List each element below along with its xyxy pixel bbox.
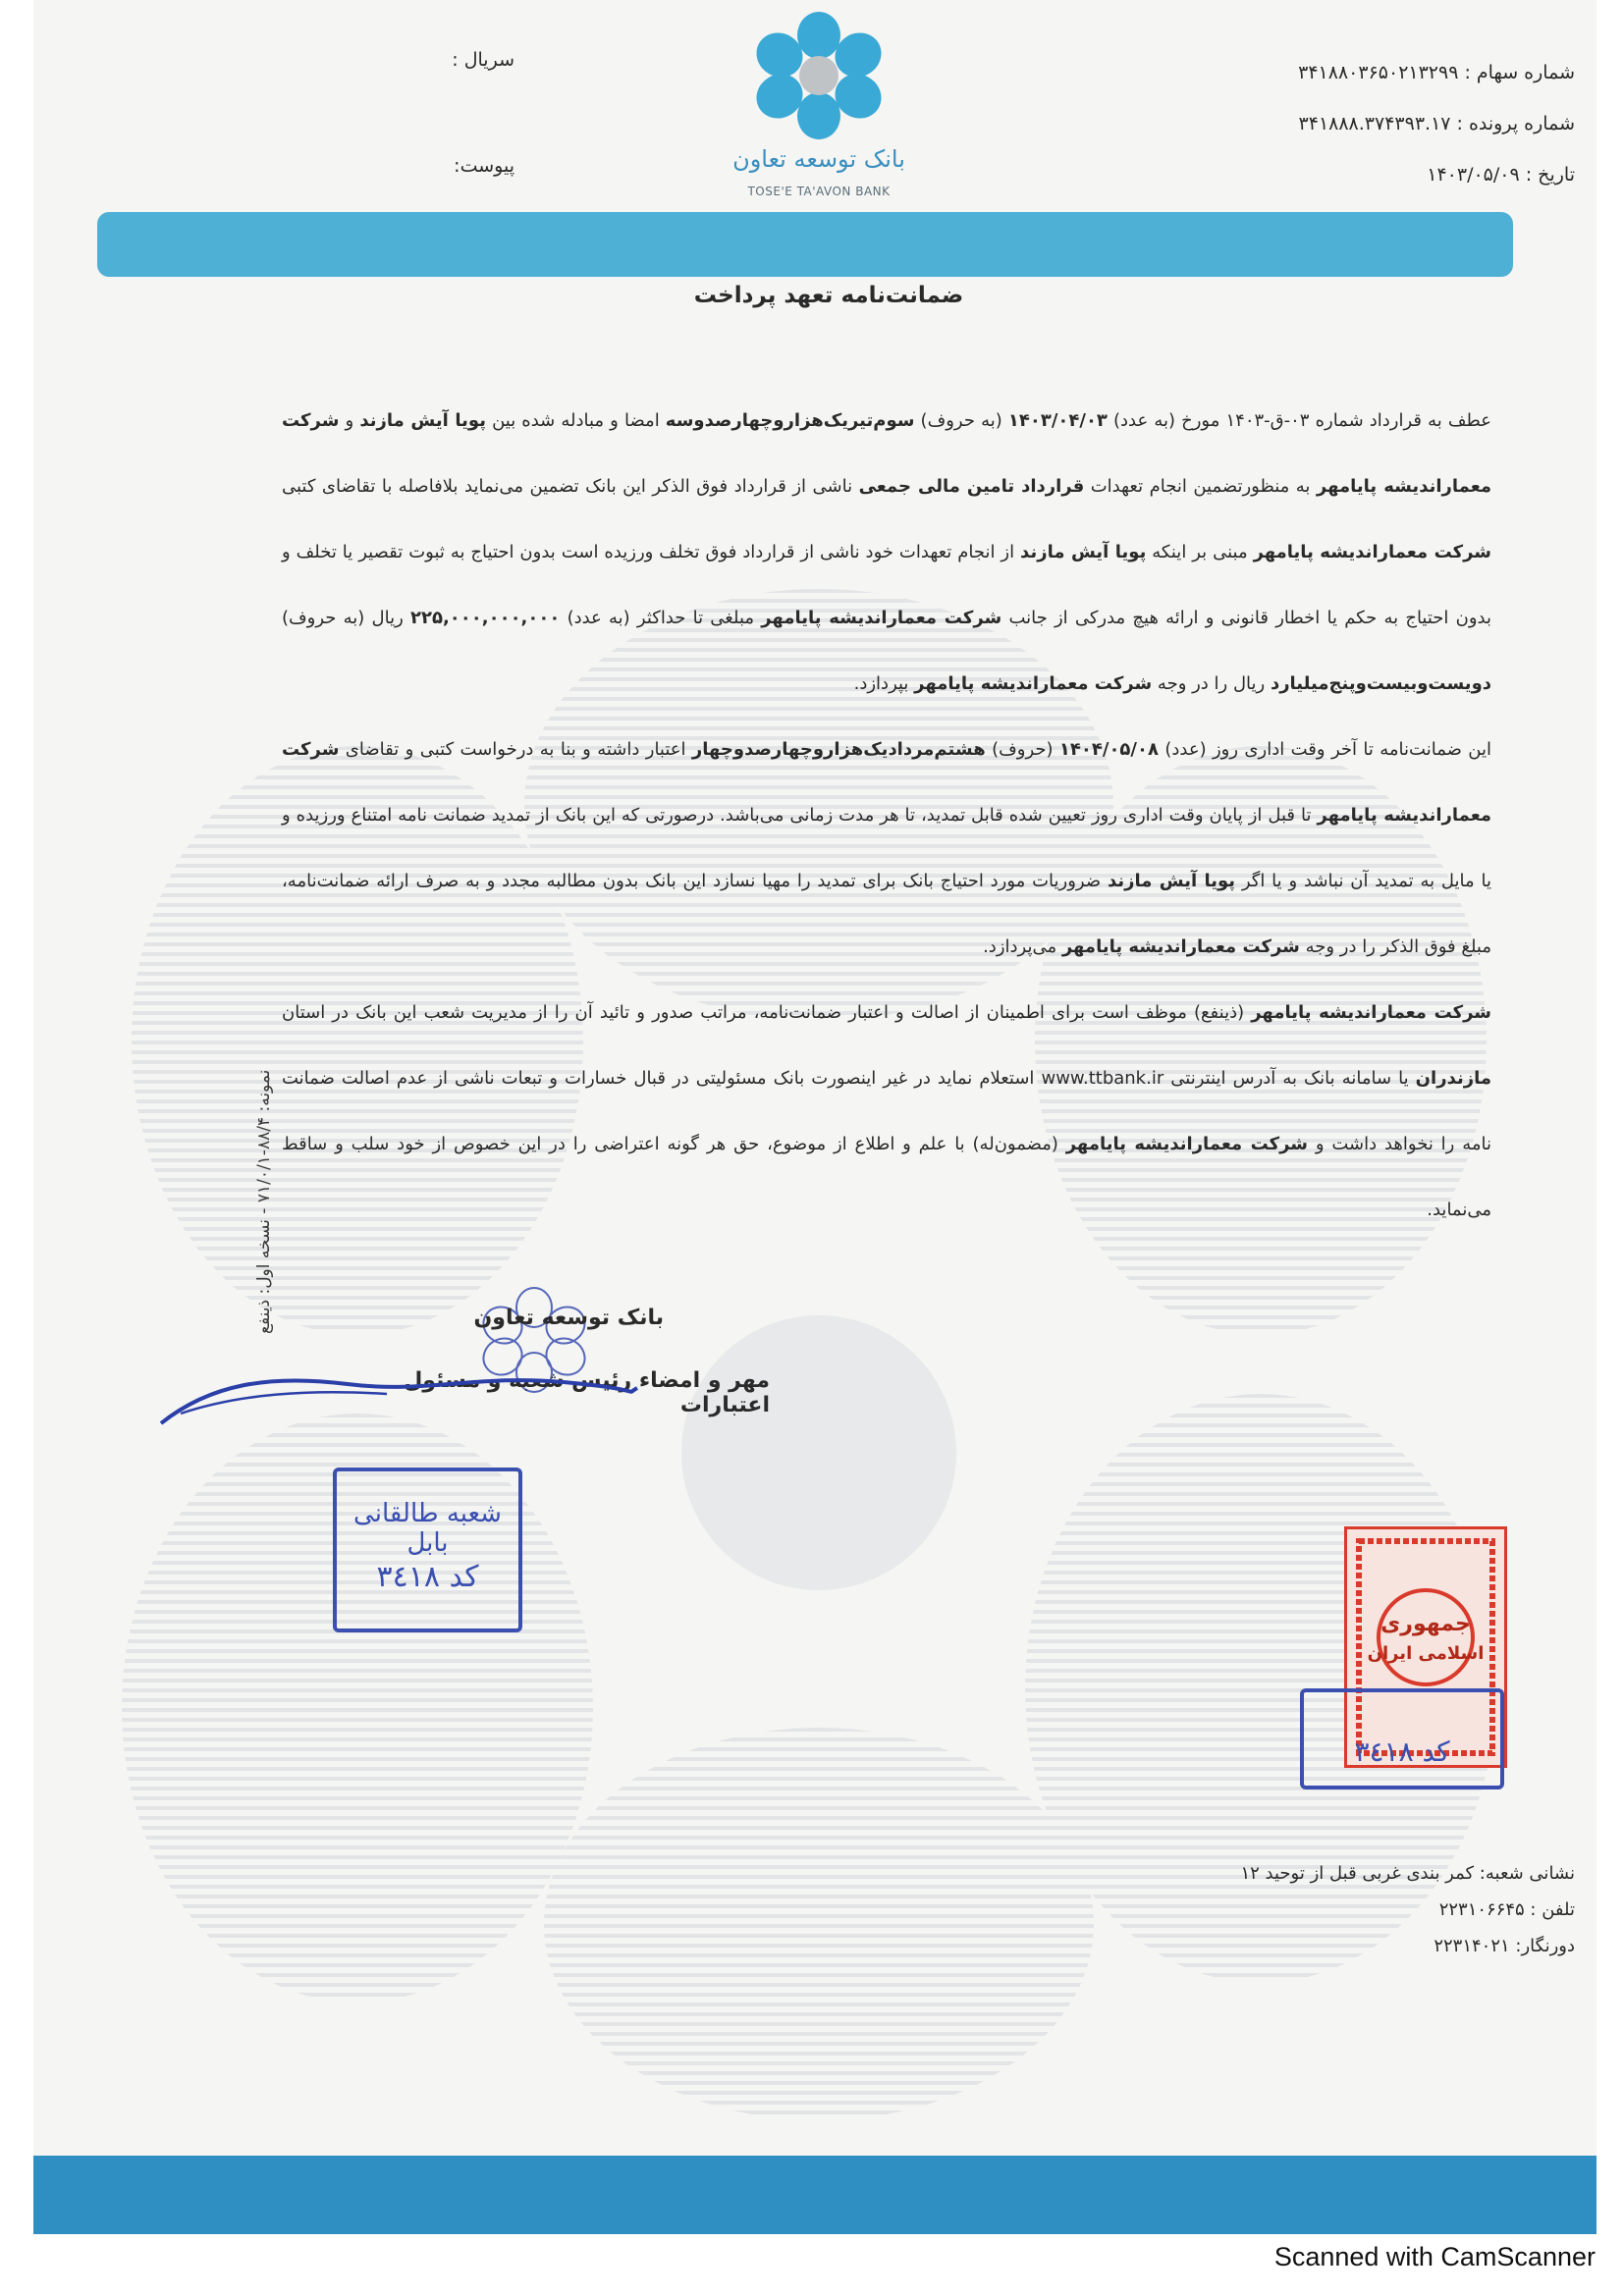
revenue-stamp-line1: جمهوری: [1380, 1612, 1471, 1636]
header-band: [97, 212, 1513, 277]
attachment-label: پیوست:: [454, 155, 514, 177]
bank-name-en: TOSE'E TA'AVON BANK: [747, 185, 891, 198]
text-span: عطف به قرارداد شماره ۰۳-ق-۱۴۰۳ مورخ (به عدد): [1107, 410, 1492, 431]
text-bold: شرکت معمارانديشه پايامهر: [1065, 1134, 1308, 1154]
scanner-watermark: Scanned with CamScanner: [1273, 2242, 1596, 2271]
signature-bank-name: بانک توسعه تعاون: [473, 1306, 664, 1330]
paragraph-1: [282, 388, 1491, 717]
bank-flower-logo-icon: [721, 8, 917, 145]
stamp-code-2: کد ۳٤۱۸: [1354, 1735, 1450, 1768]
text-span: ضروریات مورد احتیاج بانک برای تمدید را مهیا نسازد این بانک بدون مطالبه مجدد و به صرف ارائه ضمانت‌نامه، مبلغ فوق الذکر را در وجه: [282, 871, 1491, 957]
text-span: این ضمانت‌نامه تا آخر وقت اداری روز (عدد): [1158, 739, 1491, 760]
text-bold: هشتم‌مردادیک‌هزاروچهارصدوچهار: [691, 739, 986, 760]
share-number: شماره سهام : ۳۴۱۸۸۰۳۶۵۰۲۱۳۲۹۹: [1298, 62, 1575, 83]
file-number: شماره پرونده : ۳۴۱۸۸۸.۳۷۴۳۹۳.۱۷: [1298, 113, 1575, 134]
form-code-note: نمونه: ۸۸/۴-۷۱/۰/۱ - نسخه اول: ذینفع: [254, 1070, 274, 1335]
document-date: تاریخ : ۱۴۰۳/۰۵/۰۹: [1427, 164, 1575, 186]
paragraph-3: [282, 980, 1491, 1243]
signature-caption: مهر و امضاء رئیس شعبه و مسئول اعتبارات: [404, 1368, 770, 1417]
text-bold: پویا آیش مازند: [1020, 542, 1147, 562]
text-span: ریال را در وجه: [1152, 673, 1271, 694]
serial-label: سریال :: [452, 49, 514, 71]
text-span: تا قبل از پایان وقت اداری روز تعیین شده قابل تمدید، تا هر مدت زمانی می‌باشد. درصورتی که این بانک از تمدید ضمانت نامه امتناع ورزیده و یا مایل به تمدید آن نباشد و یا اگر: [282, 805, 1491, 891]
text-bold: ۲۲۵,۰۰۰,۰۰۰,۰۰۰: [410, 608, 561, 628]
text-bold: شرکت معمارانديشه پايامهر: [914, 673, 1153, 694]
branch-stamp: [333, 1468, 522, 1632]
document-title: ضمانت‌نامه تعهد پرداخت: [693, 283, 964, 308]
text-span: به منظورتضمین انجام تعهدات: [1084, 476, 1317, 497]
text-bold: سوم‌تیریک‌هزاروچهارصدوسه: [665, 410, 915, 431]
stamp-branch-name: شعبه طالقانی بابل: [353, 1499, 502, 1558]
footer-band: [33, 2156, 1596, 2234]
bank-logo: [721, 8, 917, 204]
text-span: (مضمون‌له) با علم و اطلاع از موضوع، حق هر گونه اعتراضی را در این خصوص از خود سلب و ساقط می‌نماید.: [282, 1134, 1491, 1220]
text-bold: شرکت معمارانديشه پايامهر: [1253, 542, 1491, 562]
text-span: ریال (به حروف): [282, 608, 410, 628]
text-bold: پویا آیش مازند: [1107, 871, 1236, 891]
branch-stamp-2: [1300, 1688, 1504, 1789]
text-bold: شرکت معمارانديشه پايامهر: [282, 739, 1492, 826]
branch-fax: دورنگار: ۲۲۳۱۴۰۲۱: [1434, 1936, 1575, 1956]
text-bold: ۱۴۰۴/۰۵/۰۸: [1058, 739, 1159, 760]
branch-address-block: [1163, 1855, 1575, 1964]
text-span: امضا و مبادله شده بین: [485, 410, 666, 431]
text-span: یا سامانه بانک به آدرس اینترنتی www.ttbank.ir استعلام نماید در غیر اینصورت بانک مسئولیتی در قبال خسارات و تبعات ناشی از عدم اصالت ضمانت نامه را نخواهد داشت و: [282, 1068, 1491, 1154]
text-bold: قرارداد تامین مالی جمعی: [858, 476, 1085, 497]
text-span: (ذینفع) موظف است برای اطمینان از اصالت و اعتبار ضمانت‌نامه، مراتب صدور و تائید آن را از مدیریت شعب این بانک در استان: [282, 1002, 1252, 1023]
text-bold: دویست‌وبیست‌وپنج‌میلیارد: [1270, 673, 1491, 694]
text-bold: شرکت معمارانديشه پايامهر: [1061, 936, 1300, 957]
document-body: [282, 388, 1491, 1243]
handwritten-signature-icon: [151, 1345, 642, 1453]
text-span: می‌پردازد.: [983, 936, 1062, 957]
bank-name-fa: بانک توسعه تعاون: [732, 145, 905, 173]
text-span: اعتبار داشته و بنا به درخواست کتبی و تقاضای: [339, 739, 692, 760]
text-bold: شرکت معمارانديشه پايامهر: [1251, 1002, 1491, 1023]
text-span: مبلغی تا حداکثر (به عدد): [560, 608, 762, 628]
branch-phone: تلفن : ۲۲۳۱۰۶۶۴۵: [1438, 1899, 1575, 1920]
branch-address: نشانی شعبه: کمر بندی غربی قبل از توحید ۱۲: [1240, 1863, 1575, 1884]
text-bold: شرکت معمارانديشه پايامهر: [282, 410, 1492, 497]
text-span: (به حروف): [914, 410, 1008, 431]
stamp-code: کد ۳٤۱۸: [376, 1560, 479, 1594]
text-bold: مازندران: [1415, 1068, 1491, 1089]
revenue-stamp-line2: اسلامی ایران: [1367, 1643, 1485, 1664]
text-span: بپردازد.: [853, 673, 915, 694]
text-span: (حروف): [985, 739, 1059, 760]
document-sheet: [33, 0, 1596, 2234]
text-bold: شرکت معمارانديشه پايامهر: [761, 608, 1002, 628]
header-meta: [1212, 47, 1575, 200]
text-span: ناشی از قرارداد فوق الذکر این بانک تضمین می‌نماید بلافاصله با تقاضای کتبی: [282, 476, 859, 497]
signature-block: [318, 1286, 809, 1620]
text-span: از انجام تعهدات خود ناشی از قرارداد فوق تخلف ورزیده است بدون احتیاج به ثبوت تقصیر یا تخلف و بدون احتیاج به حکم یا اخطار قانونی و ارائه هیچ مدرکی از جانب: [282, 542, 1491, 628]
text-bold: ۱۴۰۳/۰۴/۰۳: [1007, 410, 1108, 431]
text-span: مبنی بر اینکه: [1146, 542, 1254, 562]
paragraph-2: [282, 717, 1491, 980]
text-span: و: [339, 410, 360, 431]
text-bold: پویا آیش مازند: [359, 410, 486, 431]
